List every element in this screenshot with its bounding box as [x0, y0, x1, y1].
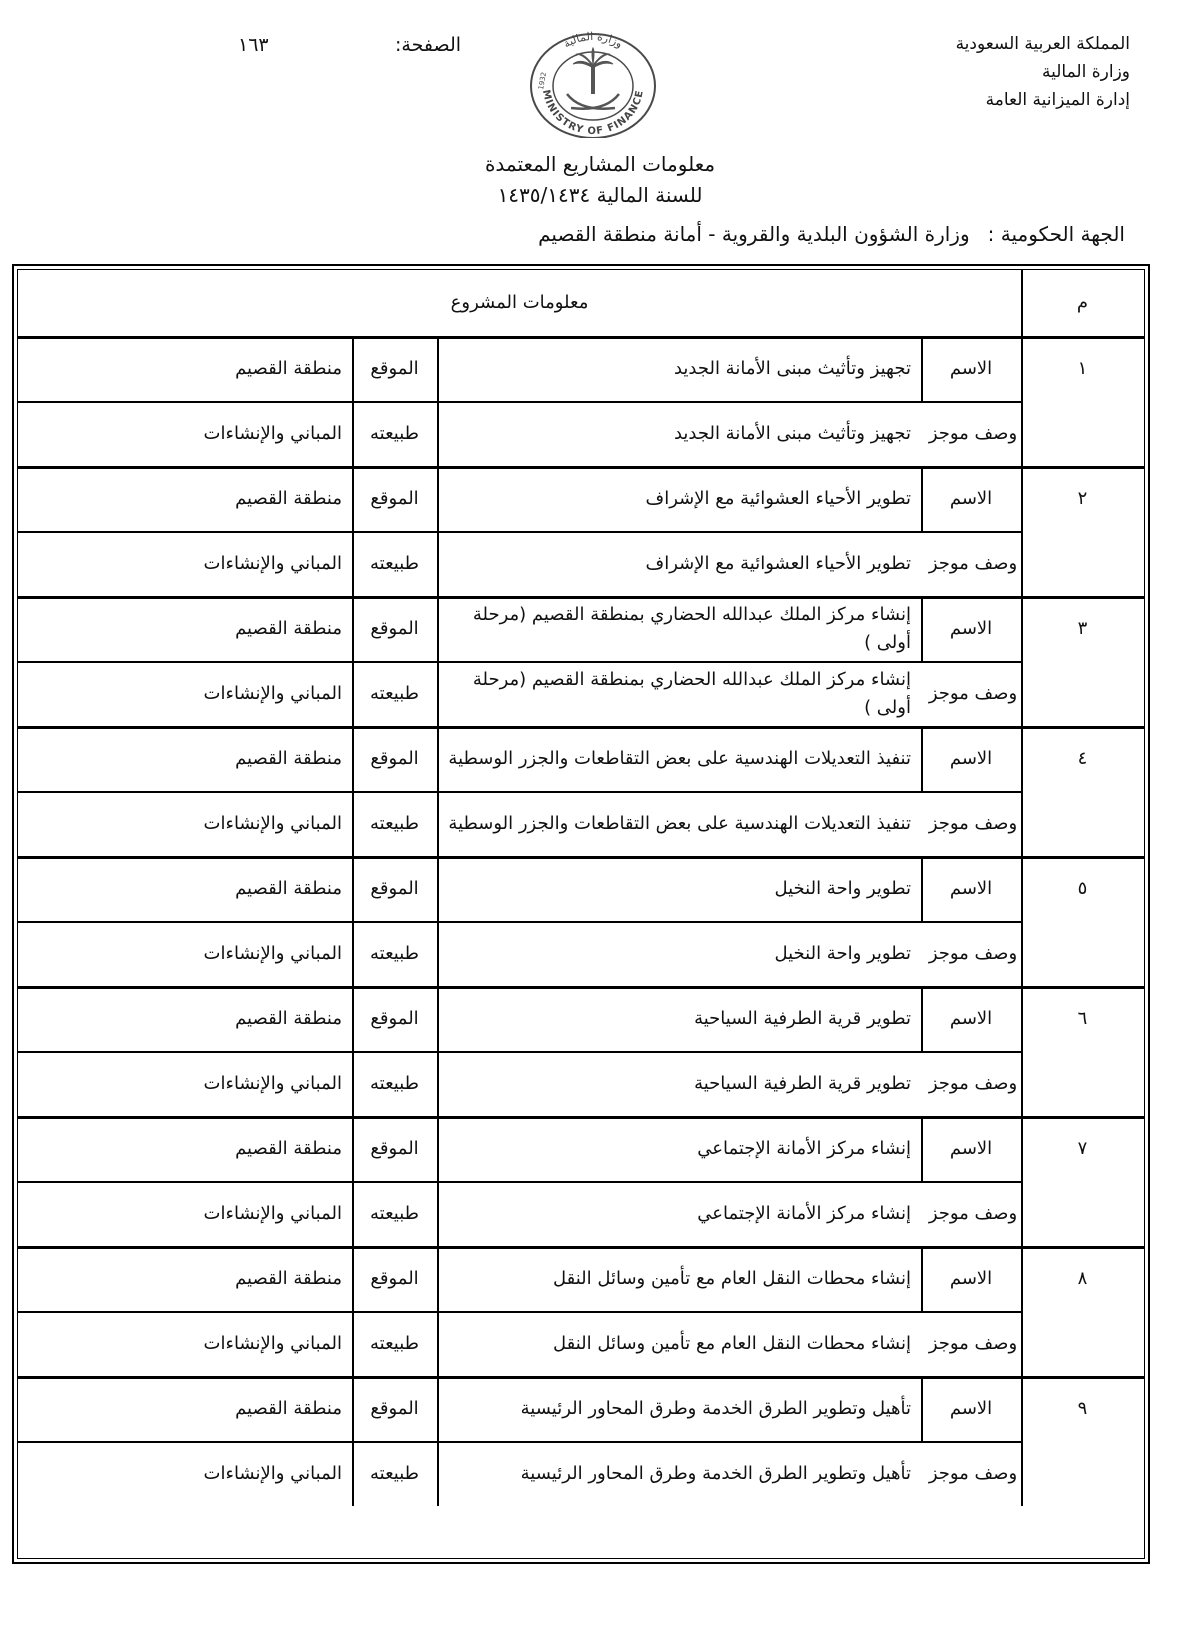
ministry-header: [890, 30, 1130, 114]
project-description-text: إنشاء مركز الأمانة الإجتماعي: [697, 1202, 911, 1224]
grid-line: [18, 531, 1021, 533]
project-description-text: تأهيل وتطوير الطرق الخدمة وطرق المحاور الرئيسية: [520, 1462, 911, 1484]
header-project-info: [18, 270, 1021, 336]
project-nature-text: المباني والإنشاءات: [203, 1462, 342, 1484]
label-nature-text: طبيعته: [370, 422, 419, 444]
project-nature: [18, 531, 352, 596]
project-nature-text: المباني والإنشاءات: [203, 552, 342, 574]
ministry-line-1: المملكة العربية السعودية: [955, 34, 1130, 54]
grid-line: [437, 1376, 439, 1506]
svg-text:MINISTRY OF FINANCE: [540, 89, 646, 137]
label-description: [921, 791, 1025, 856]
row-number: [1021, 466, 1144, 531]
grid-line: [437, 466, 439, 596]
row-number-text: ٩: [1077, 1397, 1088, 1419]
label-description: [921, 1181, 1025, 1246]
label-description-text: وصف موجز: [928, 942, 1018, 964]
project-location: [18, 856, 352, 921]
palm-icon: [573, 48, 613, 94]
logo-text: MINISTRY OF FINANCE: [539, 88, 646, 138]
label-location-text: الموقع: [370, 1137, 419, 1159]
project-nature: [18, 1311, 352, 1376]
project-name: [437, 726, 921, 791]
grid-line: [437, 1116, 439, 1246]
label-location-text: الموقع: [370, 1007, 419, 1029]
project-name-text: إنشاء مركز الأمانة الإجتماعي: [697, 1137, 911, 1159]
project-name-text: تنفيذ التعديلات الهندسية على بعض التقاطعات والجزر الوسطية: [448, 747, 911, 769]
project-name: [437, 856, 921, 921]
grid-line: [352, 1246, 354, 1376]
label-name: [921, 336, 1021, 401]
label-location: [352, 336, 437, 401]
label-location: [352, 856, 437, 921]
project-nature-text: المباني والإنشاءات: [203, 1202, 342, 1224]
grid-line: [352, 1376, 354, 1506]
label-location-text: الموقع: [370, 357, 419, 379]
project-description: [437, 921, 921, 986]
header-num-col: [1021, 270, 1144, 336]
project-name-text: تطوير قرية الطرفية السياحية: [694, 1007, 911, 1029]
project-name: [437, 1376, 921, 1441]
grid-line: [921, 1376, 923, 1441]
label-name: [921, 986, 1021, 1051]
row-number-text: ٢: [1077, 487, 1088, 509]
grid-line: [437, 1246, 439, 1376]
logo-arabic: وزارة المالية: [561, 29, 626, 51]
label-nature-text: طبيعته: [370, 942, 419, 964]
project-description-text: إنشاء مركز الملك عبدالله الحضاري بمنطقة القصيم (مرحلة أولى ): [472, 668, 911, 718]
label-nature-text: طبيعته: [370, 1202, 419, 1224]
gov-entity-value: وزارة الشؤون البلدية والقروية - أمانة منطقة القصيم: [538, 222, 970, 246]
grid-line: [352, 986, 354, 1116]
label-description: [921, 401, 1025, 466]
project-name-text: إنشاء محطات النقل العام مع تأمين وسائل النقل: [552, 1267, 911, 1289]
project-nature: [18, 661, 352, 726]
label-name: [921, 466, 1021, 531]
ministry-line-3: إدارة الميزانية العامة: [985, 90, 1130, 110]
row-number: [1021, 596, 1144, 661]
project-location-text: منطقة القصيم: [235, 877, 342, 899]
label-description-text: وصف موجز: [928, 1072, 1018, 1094]
label-nature: [352, 1051, 437, 1116]
project-name-text: تطوير واحة النخيل: [774, 877, 911, 899]
project-name: [437, 1246, 921, 1311]
row-number: [1021, 726, 1144, 791]
project-description: [437, 1051, 921, 1116]
label-description: [921, 921, 1025, 986]
label-nature-text: طبيعته: [370, 682, 419, 704]
project-nature: [18, 1051, 352, 1116]
project-location: [18, 466, 352, 531]
label-name: [921, 1116, 1021, 1181]
project-description-text: إنشاء محطات النقل العام مع تأمين وسائل النقل: [552, 1332, 911, 1354]
grid-line: [18, 401, 1021, 403]
grid-line: [921, 596, 923, 661]
header-num-col-text: م: [1076, 292, 1089, 313]
label-location-text: الموقع: [370, 617, 419, 639]
grid-line: [352, 336, 354, 466]
project-description-text: تطوير واحة النخيل: [774, 942, 911, 964]
row-number-text: ٧: [1077, 1137, 1088, 1159]
project-name-text: إنشاء مركز الملك عبدالله الحضاري بمنطقة القصيم (مرحلة أولى ): [472, 603, 911, 653]
logo-year: 1932: [537, 71, 549, 91]
doc-subtitle: للسنة المالية ١٤٣٥/١٤٣٤: [497, 183, 703, 207]
label-nature: [352, 921, 437, 986]
grid-line: [18, 1051, 1021, 1053]
project-name-text: تأهيل وتطوير الطرق الخدمة وطرق المحاور الرئيسية: [520, 1397, 911, 1419]
project-description: [437, 661, 921, 726]
label-name-text: الاسم: [949, 1137, 993, 1159]
project-location-text: منطقة القصيم: [235, 747, 342, 769]
project-description: [437, 791, 921, 856]
row-number: [1021, 1116, 1144, 1181]
label-description: [921, 531, 1025, 596]
label-description-text: وصف موجز: [928, 1202, 1018, 1224]
grid-line: [18, 1181, 1021, 1183]
project-description: [437, 1441, 921, 1506]
label-location-text: الموقع: [370, 877, 419, 899]
label-name-text: الاسم: [949, 877, 993, 899]
project-location-text: منطقة القصيم: [235, 1137, 342, 1159]
grid-line: [437, 596, 439, 726]
row-number-text: ٥: [1077, 877, 1088, 899]
projects-table: [12, 264, 1150, 1564]
label-location-text: الموقع: [370, 1397, 419, 1419]
label-location: [352, 1376, 437, 1441]
grid-line: [437, 336, 439, 466]
label-description: [921, 661, 1025, 726]
project-name-text: تطوير الأحياء العشوائية مع الإشراف: [645, 487, 911, 509]
row-number-text: ١: [1077, 357, 1088, 379]
government-entity: [538, 222, 1125, 246]
row-number: [1021, 1376, 1144, 1441]
project-nature-text: المباني والإنشاءات: [203, 1072, 342, 1094]
label-name-text: الاسم: [949, 487, 993, 509]
project-nature: [18, 401, 352, 466]
label-nature: [352, 401, 437, 466]
project-name: [437, 466, 921, 531]
project-location: [18, 1376, 352, 1441]
project-description: [437, 531, 921, 596]
project-description-text: تجهيز وتأثيث مبنى الأمانة الجديد: [673, 422, 911, 444]
row-number: [1021, 986, 1144, 1051]
gov-entity-label: الجهة الحكومية :: [987, 222, 1125, 246]
project-location: [18, 1116, 352, 1181]
project-location-text: منطقة القصيم: [235, 487, 342, 509]
project-name: [437, 336, 921, 401]
project-name: [437, 986, 921, 1051]
grid-line: [921, 856, 923, 921]
label-description: [921, 1311, 1025, 1376]
project-description-text: تنفيذ التعديلات الهندسية على بعض التقاطعات والجزر الوسطية: [448, 812, 911, 834]
grid-line: [352, 726, 354, 856]
project-location: [18, 1246, 352, 1311]
project-nature-text: المباني والإنشاءات: [203, 422, 342, 444]
label-name-text: الاسم: [949, 357, 993, 379]
ministry-line-2: وزارة المالية: [1042, 62, 1130, 82]
grid-line: [921, 986, 923, 1051]
label-nature: [352, 791, 437, 856]
grid-line: [921, 336, 923, 401]
grid-line: [437, 726, 439, 856]
label-nature: [352, 531, 437, 596]
label-nature: [352, 1311, 437, 1376]
label-location: [352, 1246, 437, 1311]
project-name: [437, 1116, 921, 1181]
project-nature: [18, 1181, 352, 1246]
project-description: [437, 401, 921, 466]
row-number: [1021, 336, 1144, 401]
label-nature: [352, 1441, 437, 1506]
label-name: [921, 856, 1021, 921]
project-nature: [18, 1441, 352, 1506]
row-number: [1021, 1246, 1144, 1311]
grid-line: [921, 726, 923, 791]
label-description-text: وصف موجز: [928, 422, 1018, 444]
project-nature-text: المباني والإنشاءات: [203, 942, 342, 964]
label-location-text: الموقع: [370, 1267, 419, 1289]
label-name: [921, 596, 1021, 661]
project-name-text: تجهيز وتأثيث مبنى الأمانة الجديد: [673, 357, 911, 379]
project-description: [437, 1181, 921, 1246]
label-location: [352, 726, 437, 791]
label-description-text: وصف موجز: [928, 812, 1018, 834]
label-name-text: الاسم: [949, 1007, 993, 1029]
project-location-text: منطقة القصيم: [235, 1397, 342, 1419]
row-number-text: ٨: [1077, 1267, 1088, 1289]
label-name-text: الاسم: [949, 747, 993, 769]
grid-line: [18, 1441, 1021, 1443]
project-location: [18, 336, 352, 401]
grid-line: [352, 1116, 354, 1246]
label-description-text: وصف موجز: [928, 1462, 1018, 1484]
project-location: [18, 726, 352, 791]
project-location-text: منطقة القصيم: [235, 1007, 342, 1029]
label-nature-text: طبيعته: [370, 812, 419, 834]
label-nature: [352, 1181, 437, 1246]
project-description-text: تطوير الأحياء العشوائية مع الإشراف: [645, 552, 911, 574]
label-location: [352, 1116, 437, 1181]
project-nature: [18, 791, 352, 856]
project-description-text: تطوير قرية الطرفية السياحية: [694, 1072, 911, 1094]
label-name-text: الاسم: [949, 617, 993, 639]
row-number-text: ٣: [1077, 617, 1088, 639]
label-description-text: وصف موجز: [928, 552, 1018, 574]
label-description-text: وصف موجز: [928, 1332, 1018, 1354]
label-description-text: وصف موجز: [928, 682, 1018, 704]
project-nature-text: المباني والإنشاءات: [203, 812, 342, 834]
project-location: [18, 986, 352, 1051]
project-location-text: منطقة القصيم: [235, 1267, 342, 1289]
project-description: [437, 1311, 921, 1376]
label-description: [921, 1051, 1025, 1116]
label-location: [352, 596, 437, 661]
grid-line: [437, 986, 439, 1116]
project-location-text: منطقة القصيم: [235, 357, 342, 379]
grid-line: [921, 1116, 923, 1181]
grid-line: [18, 921, 1021, 923]
grid-line: [437, 856, 439, 986]
label-name: [921, 1376, 1021, 1441]
project-location: [18, 596, 352, 661]
label-nature: [352, 661, 437, 726]
project-location-text: منطقة القصيم: [235, 617, 342, 639]
label-location-text: الموقع: [370, 747, 419, 769]
projects-table-inner: [17, 269, 1145, 1559]
label-nature-text: طبيعته: [370, 552, 419, 574]
label-name-text: الاسم: [949, 1267, 993, 1289]
page-number: ١٦٣: [238, 34, 269, 56]
label-name-text: الاسم: [949, 1397, 993, 1419]
label-location: [352, 986, 437, 1051]
label-name: [921, 726, 1021, 791]
grid-line: [352, 596, 354, 726]
row-number-text: ٤: [1077, 747, 1088, 769]
header-project-info-text: معلومات المشروع: [450, 292, 589, 313]
grid-line: [352, 856, 354, 986]
ministry-logo: [523, 28, 663, 138]
grid-line: [18, 1311, 1021, 1313]
project-name: [437, 596, 921, 661]
row-number: [1021, 856, 1144, 921]
label-name: [921, 1246, 1021, 1311]
label-nature-text: طبيعته: [370, 1332, 419, 1354]
grid-line: [18, 661, 1021, 663]
label-location-text: الموقع: [370, 487, 419, 509]
grid-line: [18, 791, 1021, 793]
grid-line: [921, 1246, 923, 1311]
doc-title: معلومات المشاريع المعتمدة: [484, 152, 716, 176]
grid-line: [352, 466, 354, 596]
label-nature-text: طبيعته: [370, 1072, 419, 1094]
project-nature-text: المباني والإنشاءات: [203, 682, 342, 704]
label-description: [921, 1441, 1025, 1506]
project-nature-text: المباني والإنشاءات: [203, 1332, 342, 1354]
page-label: الصفحة:: [395, 34, 462, 56]
row-number-text: ٦: [1077, 1007, 1088, 1029]
label-nature-text: طبيعته: [370, 1462, 419, 1484]
label-location: [352, 466, 437, 531]
swords-icon: [567, 94, 619, 109]
grid-line: [921, 466, 923, 531]
project-nature: [18, 921, 352, 986]
